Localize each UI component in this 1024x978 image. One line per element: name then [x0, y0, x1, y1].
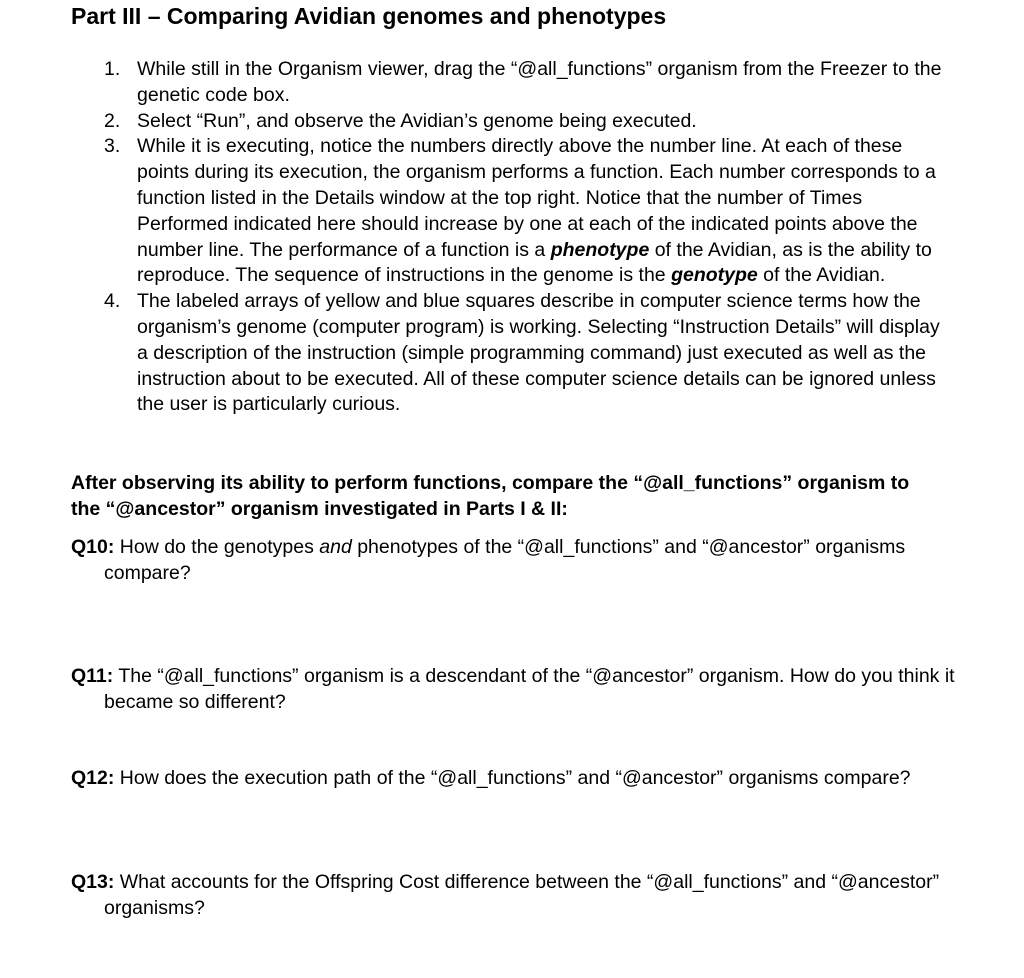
instruction-number: 2. — [104, 109, 121, 132]
question-emphasis: and — [319, 536, 352, 558]
instruction-item — [104, 109, 954, 135]
instruction-number: 1. — [104, 58, 121, 80]
question-text: phenotypes of the “@all_functions” and “@ancestor” organisms compare? — [104, 536, 906, 584]
comparison-prompt: After observing its ability to perform functions, compare the “@all_functions” organism to the “@ancestor” organism investigated in Parts I & II: — [71, 472, 910, 520]
question-q11 — [71, 663, 964, 715]
instruction-text: Select “Run”, and observe the Avidian’s genome being executed. — [137, 109, 697, 132]
question-q13 — [71, 869, 964, 921]
question-text: How does the execution path of the “@all_functions” and “@ancestor” organisms compare? — [114, 767, 911, 789]
question-q12 — [71, 765, 964, 791]
question-label: Q12: — [71, 767, 115, 789]
instruction-text: While still in the Organism viewer, drag the “@all_functions” organism from the Freezer to the genetic code box. — [137, 58, 942, 106]
instruction-item — [104, 289, 954, 418]
instruction-list — [104, 57, 954, 418]
instruction-text: of the Avidian. — [757, 264, 886, 287]
instruction-number: 3. — [104, 135, 121, 158]
emphasis-phenotype: phenotype — [550, 238, 650, 261]
question-q10 — [71, 534, 964, 586]
question-label: Q10: — [71, 536, 115, 558]
question-text: How do the genotypes — [114, 536, 320, 558]
instruction-text: While it is executing, notice the numbers directly above the number line. At each of these points during its execution, the organism performs a function. Each number corresponds to a function listed in the Details window at the top right. Notice that the number of Times Performed indicated here should increase by one at each of the indicated points above the number line. The performance of a function is a — [137, 135, 936, 261]
question-text: What accounts for the Offspring Cost difference between the “@all_functions” and “@ancestor” organisms? — [104, 871, 940, 919]
question-label: Q11: — [71, 665, 114, 687]
section-title: Part III – Comparing Avidian genomes and phenotypes — [71, 3, 667, 29]
instruction-item — [104, 57, 954, 109]
question-label: Q13: — [71, 871, 115, 893]
emphasis-genotype: genotype — [671, 264, 758, 287]
instruction-text: The labeled arrays of yellow and blue squares describe in computer science terms how the organism’s genome (computer program) is working. Selecting “Instruction Details” will display a description of the instruction (simple programming command) just executed as well as the instruction about to be executed. All of these computer science details can be ignored unless the user is particularly curious. — [137, 290, 940, 416]
question-text: The “@all_functions” organism is a descendant of the “@ancestor” organism. How do you think it became so different? — [104, 665, 955, 713]
instruction-item — [104, 134, 954, 289]
instruction-number: 4. — [104, 290, 121, 313]
instruction-text: of the Avidian, as is the ability to reproduce. The sequence of instructions in the genome is the — [137, 238, 932, 287]
